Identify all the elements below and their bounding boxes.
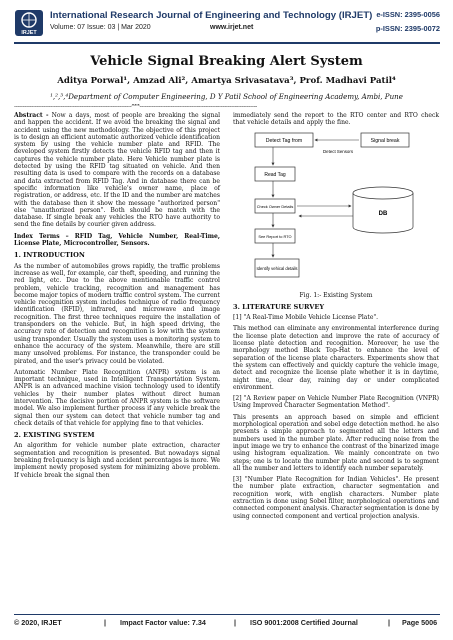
continued-paragraph: immediately send the report to the RTO center and RTO check that vehicle details and apply the fine.	[233, 112, 439, 127]
see-report-label: See Report to RTO	[258, 233, 292, 239]
volume-issue: Volume: 07 Issue: 03 | Mar 2020	[50, 24, 151, 31]
paper-title: Vehicle Signal Breaking Alert System	[90, 54, 363, 69]
lit2-body: This presents an approach based on simple and efficient morphological operation and sobel edge detection method. he also presents a simple approach to segmented all the letters and numbers used in the number plate. After reducing noise from the input image we try to enhance the contrast of the binarized image using histogram equalization. We mainly concentrate on two steps; one is to locate the number plate and second is to segment all the number and letters to identify each number separately.	[233, 413, 439, 472]
check-owner-label: Check Owner Details	[256, 203, 294, 209]
intro-paragraph-2: Automatic Number Plate Recognition (ANPR) system is an important technique, used in Intelligent Transportation System. ANPR is an advanced machine vision technology used to identify vehicles by their number plates without direct human intervention. The decisive portion of ANPR system is the software model. We also implement further process if any vehicle break the signal then our system can detect that vehicle number tag and check details of that vehicle for applying fine to that vehicles.	[14, 368, 220, 427]
left-column	[14, 112, 220, 483]
paper-affiliation: ¹,²,³,⁴Department of Computer Engineering, D Y Patil School of Engineering Academy, Ambi, Pune	[50, 92, 403, 101]
irjet-logo	[14, 9, 44, 37]
section-separator: --------------------------------------------------------------------***--------------------------------------------------------------------	[14, 104, 258, 110]
lit3-body: [3] "Number Plate Recognition for Indian Vehicles". He present the number plate extraction, character segmentation and recognition work, with english characters. Number plate extraction is done using Sobel filter, morphological operations and connected component analysis. Character segmentation is done by using connected component and vertical projection analysis.	[233, 476, 439, 520]
existing-system-figure	[233, 131, 439, 289]
detect-sensors-label: Detect Sensors	[323, 148, 354, 154]
abstract-label: Abstract -	[14, 112, 49, 119]
intro-paragraph-1: As the number of automobiles grows rapidly, the traffic problems increase as well, for example, car theft, speeding, and running the red light, etc. Due to the above mentionable traffic control problem, vehicle tracking, recognition and management has become major topics of modern traffic control system. The current vehicle recognition system includes technique of radio frequency identification (RFID), infrared, and microwave and image recognition. The first three techniques require the installation of transponders on the vehicle. But, in high speed driving, the accuracy rate of detection and recognition is low with the system using transponder. Usually the system uses a monitoring system to enhance the accuracy of the system. Meanwhile, there are still many unsolved problems. For instance, the transponder could be pirated, and the user's privacy could be violated.	[14, 262, 220, 365]
existing-paragraph: An algorithm for vehicle number plate extraction, character segmentation and recognition is presented. But nowadays signal breaking fre1quency is high and accident percentages is more. We implement newly proposed system for minimizing above problem. If vehicle break the signal then	[14, 442, 220, 479]
lit1-body: This method can eliminate any environmental interference during the license plate detection and improve the rate of accuracy of license plate detection and recognition. Moreover, he use the morphology method Black Top-Hat to enhance the level of separation of the license plate characters. Experiments show that the system can effectively and quickly capture the vehicle image, detect and recognize the license plate whether it is in daytime, night time, clear day, raining day or under complicated environment.	[233, 325, 439, 391]
page-footer	[14, 618, 440, 627]
intro-heading: 1. INTRODUCTION	[14, 251, 85, 260]
footer-rule	[14, 614, 440, 615]
journal-header	[14, 8, 440, 40]
read-tag-label: Read Tag	[264, 171, 286, 178]
footer-divider: |	[104, 618, 107, 627]
identify-vehicle-label: Identify vehical details	[256, 265, 298, 271]
footer-copyright: © 2020, IRJET	[14, 618, 62, 627]
journal-title: International Research Journal of Engineering and Technology (IRJET)	[50, 10, 373, 21]
p-issn: p-ISSN: 2395-0072	[375, 24, 440, 33]
footer-divider: |	[388, 618, 391, 627]
footer-page: Page 5006	[402, 618, 438, 627]
footer-impact: Impact Factor value: 7.34	[120, 618, 206, 627]
lit2-title: [2] "A Review paper on Vehicle Number Plate Recognition (VNPR) Using Improved Character Segmentation Method".	[233, 395, 439, 410]
footer-divider: |	[234, 618, 237, 627]
flow-diagram	[243, 131, 429, 289]
footer-iso: ISO 9001:2008 Certified Journal	[250, 618, 358, 627]
journal-website: www.irjet.net	[210, 24, 254, 31]
existing-heading: 2. EXISTING SYSTEM	[14, 431, 95, 440]
database-cylinder	[353, 187, 413, 233]
signal-break-label: Signal break	[370, 137, 400, 144]
right-column	[233, 112, 439, 524]
paper-authors: Aditya Porwal¹, Amzad Ali², Amartya Srivasatava³, Prof. Madhavi Patil⁴	[57, 76, 396, 86]
db-label: DB	[378, 210, 388, 217]
abstract-text: Now a days, most of people are breaking the signal and happen the accident. If we avoid the breaking the signal and accident using the new methodology. The objective of this project is to design an efficient automatic authorized vehicle identification system by using the vehicle number plate and RFID. The developed system firstly detects the vehicle RFID tag and then it captures the vehicle number plate. Here Vehicle number plate is detected by using the RFID tag situated on vehicle. And then resulting data is used to compare with the records on a database and data extracted from RFID Tag. And in database there can be specific information like vehicle's owner name, place of registration, or address, etc. If the ID and the number are matches with the database then it show the message "authorized person" else "unauthorized person". Both should be match with the database. If single break any vehicles the RTO have authority to send the fine details by courier given address.	[14, 112, 220, 229]
header-rule	[14, 42, 440, 44]
index-terms: Index Terms – RFID Tag, Vehicle Number, Real-Time, License Plate, Microcontroller, Sensors.	[14, 232, 220, 248]
detect-tag-label: Detect Tag from	[265, 137, 303, 144]
literature-heading: 3. LITERATURE SURVEY	[233, 302, 325, 311]
abstract	[14, 112, 220, 229]
figure-caption: Fig. 1:- Existing System	[299, 291, 373, 299]
lit1-title: [1] "A Real-Time Mobile Vehicle License Plate".	[233, 314, 379, 322]
e-issn: e-ISSN: 2395-0056	[376, 10, 440, 19]
logo-text: IRJET	[21, 30, 37, 36]
